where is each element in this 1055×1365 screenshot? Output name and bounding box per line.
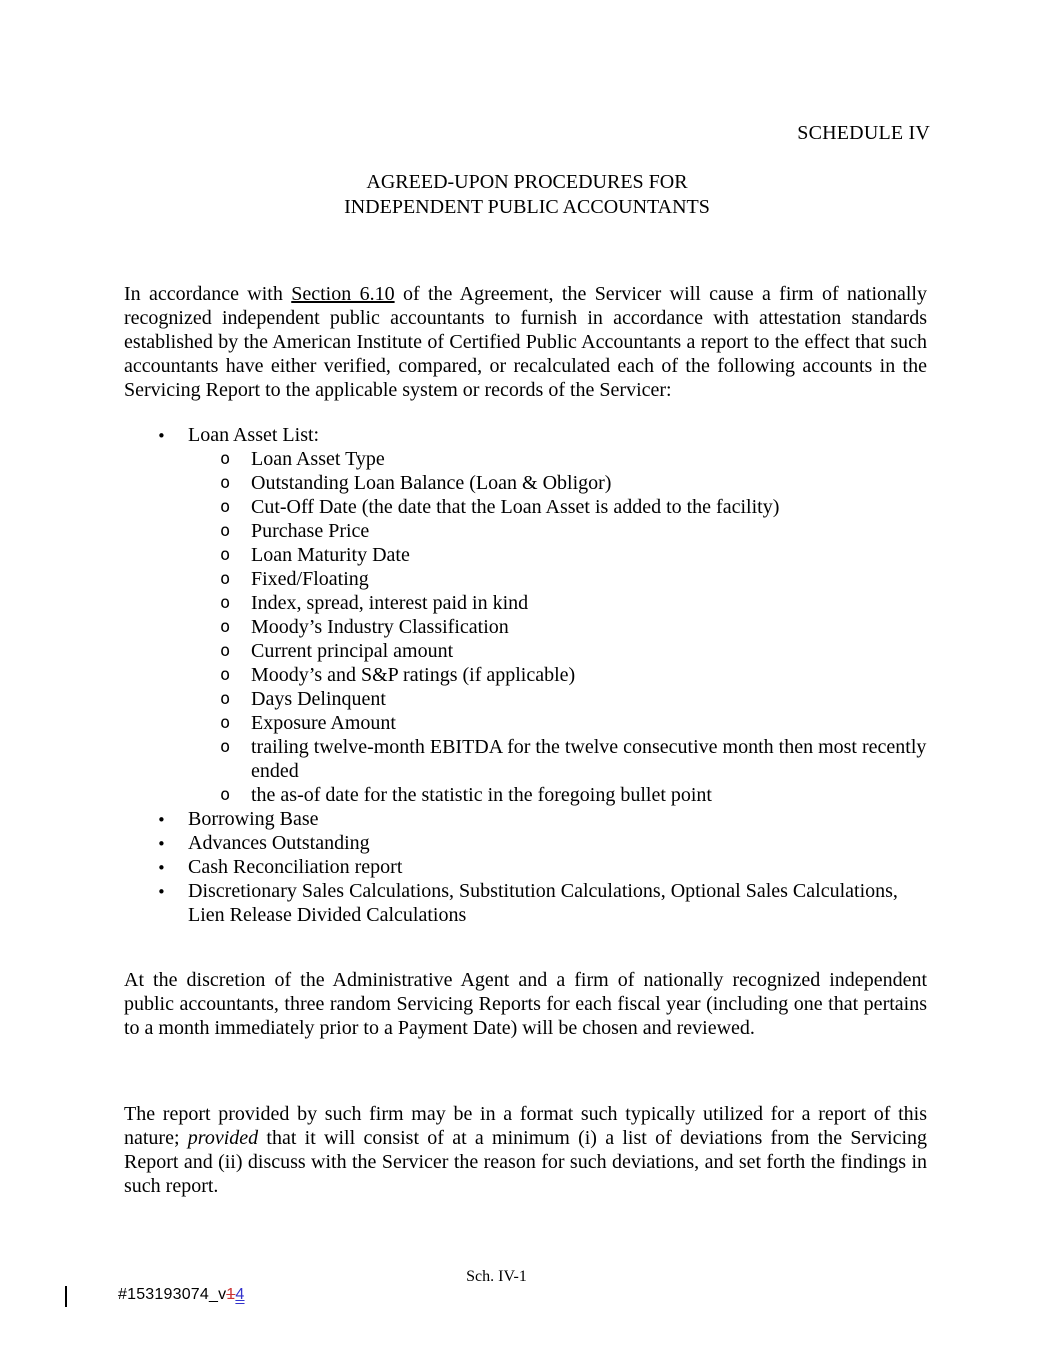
sub-bullet-icon: o [220,785,231,805]
list-item [124,447,936,471]
sub-bullet-icon: o [220,521,231,541]
report-format-paragraph [124,1103,927,1199]
list-item [124,807,936,831]
document-title-line2: INDEPENDENT PUBLIC ACCOUNTANTS [344,195,710,218]
list-item-label: Current principal amount [251,640,454,662]
list-item-label: Loan Asset List: [188,424,320,446]
list-item [124,855,936,879]
list-item [124,879,936,927]
intro-paragraph [124,283,927,403]
discretion-paragraph: At the discretion of the Administrative Agent and a firm of nationally recognized independent public accountants, three random Servicing Reports for each fiscal year (including one that pertains to a month immediately prior to a Payment Date) will be chosen and reviewed. [124,969,927,1039]
list-item [124,591,936,615]
list-item [124,495,936,519]
provided-italic: provided [187,1126,259,1149]
list-item-label: Fixed/Floating [251,568,369,590]
schedule-label: SCHEDULE IV [797,122,930,144]
list-item-label: Moody’s and S&P ratings (if applicable) [251,664,576,686]
sub-bullet-icon: o [220,641,231,661]
document-title-line1: AGREED-UPON PROCEDURES FOR [366,171,688,193]
bullet-icon: • [157,427,166,445]
list-item-label: Advances Outstanding [188,832,370,854]
list-item [124,639,936,663]
page-number: Sch. IV-1 [466,1268,527,1285]
list-item-label: Loan Maturity Date [251,544,410,566]
deleted-version-number: 1 [226,1286,236,1303]
document-title [124,170,930,219]
list-item [124,567,936,591]
intro-text-after: of the Agreement, the Servicer will cause a firm of nationally recognized independent public accountants to furnish in accordance with attestation standards established by the American Institute of Certified Public Accountants a report to the effect that such accountants have either verified, compared, or recalculated each of the following accounts in the Servicing Report to the applicable system or records of the Servicer: [124,283,927,401]
bullet-list [124,423,936,927]
bullet-icon: • [157,859,166,877]
document-id [118,1286,245,1304]
section-6-10-link[interactable]: Section 6.10 [291,283,395,305]
list-item-label: Cut-Off Date (the date that the Loan Asset is added to the facility) [251,496,780,518]
sub-bullet-icon: o [220,569,231,589]
list-item [124,543,936,567]
intro-text-before: In accordance with [124,283,292,305]
sub-bullet-icon: o [220,617,231,637]
sub-bullet-icon: o [220,737,231,757]
sub-bullet-icon: o [220,593,231,613]
list-item-label: the as-of date for the statistic in the foregoing bullet point [251,784,712,806]
list-item-label: trailing twelve-month EBITDA for the twelve consecutive month then most recently ended [251,736,927,782]
list-item-label: Loan Asset Type [251,448,385,470]
list-item [124,783,936,807]
list-item-label: Outstanding Loan Balance (Loan & Obligor) [251,472,612,494]
bullet-icon: • [157,883,166,901]
list-item [124,663,936,687]
tracked-change-bar [65,1286,67,1307]
list-item-label: Cash Reconciliation report [188,856,403,878]
list-item-label: Exposure Amount [251,712,396,734]
inserted-version-number: 4 [235,1286,245,1303]
document-id-prefix: #153193074_v [118,1286,227,1303]
bullet-icon: • [157,835,166,853]
list-item-label: Index, spread, interest paid in kind [251,592,529,614]
sub-bullet-icon: o [220,473,231,493]
list-item-label: Days Delinquent [251,688,386,710]
list-item [124,735,936,783]
list-item [124,687,936,711]
list-item-label: Discretionary Sales Calculations, Substitution Calculations, Optional Sales Calculations, Lien Release Divided Calculations [188,880,898,926]
list-item [124,519,936,543]
list-item-label: Moody’s Industry Classification [251,616,509,638]
list-item-label: Borrowing Base [188,808,319,830]
list-item [124,711,936,735]
sub-bullet-icon: o [220,665,231,685]
sub-bullet-icon: o [220,545,231,565]
bullet-icon: • [157,811,166,829]
list-item [124,615,936,639]
report-text-after: that it will consist of at a minimum (i) a list of deviations from the Servicing Report and (ii) discuss with the Servicer the reason for such deviations, and set forth the findings in such report. [124,1126,927,1197]
list-item [124,471,936,495]
list-item [124,831,936,855]
list-item [124,423,936,447]
sub-bullet-icon: o [220,713,231,733]
report-text-before: The report provided by such firm may be in a format such typically utilized for a report of this nature; [124,1103,927,1149]
sub-bullet-icon: o [220,689,231,709]
list-item-label: Purchase Price [251,520,370,542]
sub-bullet-icon: o [220,497,231,517]
sub-bullet-icon: o [220,449,231,469]
